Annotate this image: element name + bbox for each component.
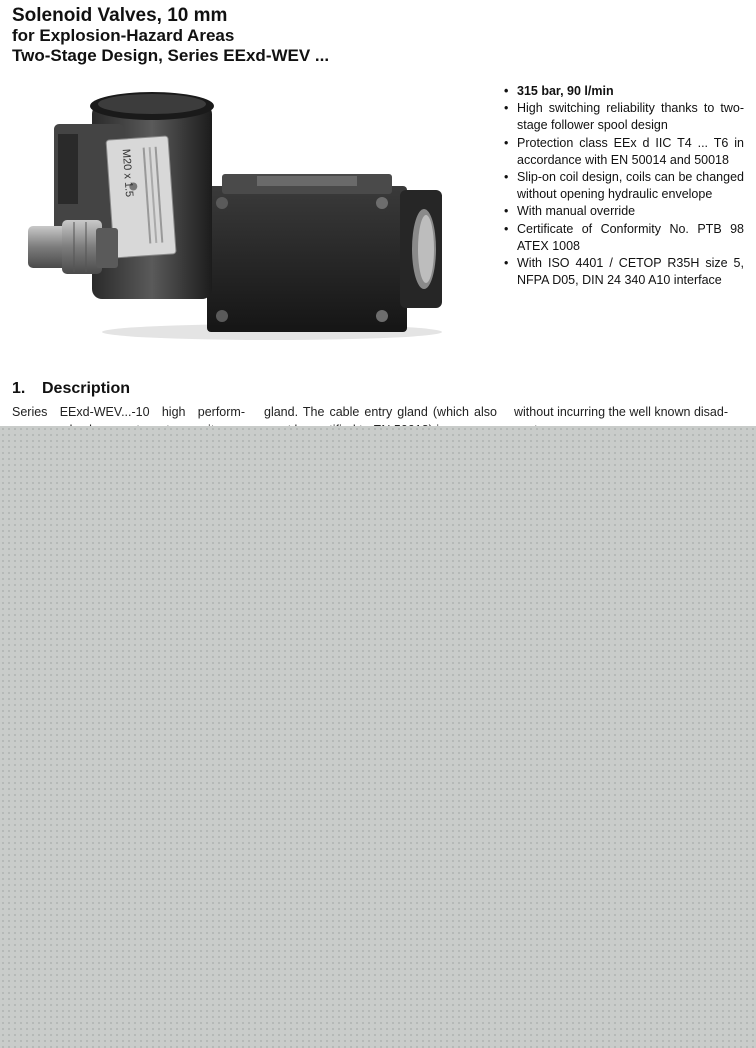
- thread-label: M20 x 1.5: [119, 148, 136, 198]
- feature-item: • Slip-on coil design, coils can be changed without opening hydraulic envelope: [503, 169, 744, 203]
- valve-photo: [22, 86, 450, 346]
- feature-item: • Protection class EEx d IIC T4 ... T6 in accordance with EN 50014 and 50018: [503, 135, 744, 169]
- title-line-1: Solenoid Valves, 10 mm: [12, 5, 228, 26]
- redaction-overlay: [0, 426, 756, 1048]
- page-title: [12, 6, 329, 66]
- feature-item: • 315 bar, 90 l/min: [503, 83, 744, 100]
- title-line-2: for Explosion-Hazard Areas: [12, 26, 235, 45]
- feature-list: [503, 83, 744, 289]
- section-number: 1.: [12, 380, 26, 397]
- paragraph: gland. The cable entry gland (which also: [264, 405, 497, 419]
- section-title-text: Description: [42, 380, 131, 397]
- paragraph: without incurring the well known disad-: [514, 405, 728, 419]
- section-heading: [12, 380, 130, 398]
- feature-item: • With manual override: [503, 203, 744, 220]
- title-line-3: Two-Stage Design, Series EExd-WEV ...: [12, 46, 330, 65]
- paragraph: Series EExd-WEV...-10 high perform-: [12, 405, 245, 419]
- feature-item: • Certificate of Conformity No. PTB 98 ATEX 1008: [503, 221, 744, 255]
- feature-item: • With ISO 4401 / CETOP R35H size 5, NFPA D05, DIN 24 340 A10 interface: [503, 255, 744, 289]
- feature-item: • High switching reliability thanks to two-stage follower spool design: [503, 100, 744, 134]
